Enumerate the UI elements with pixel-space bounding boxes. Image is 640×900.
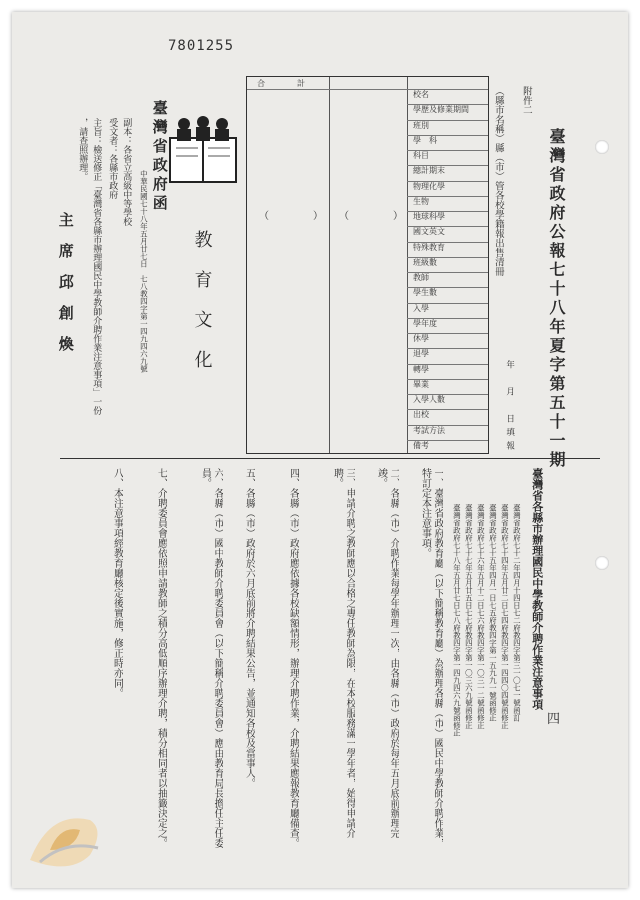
- form-field-label: 地球科學: [413, 212, 445, 221]
- book-readers-icon: [168, 114, 238, 186]
- form-attachment-label: 附件二: [520, 86, 532, 115]
- form-column-divider: [407, 77, 408, 453]
- punch-hole: [595, 556, 609, 570]
- form-field-label: 學年度: [413, 318, 437, 328]
- recipients-line: 副本：各省立高級中等學校: [121, 118, 132, 226]
- notes-item: 六、各縣（市）國中教師介聘委員會（以下簡稱介聘委員會）應由教育局長擔任主任委員。: [199, 468, 223, 848]
- notes-item: 七、介聘委員會應依照申請教師之積分高低順序辦理介聘，積分相同者以抽籤決定之。: [155, 468, 167, 848]
- form-title: （縣市名稱）縣（市）管各校學籍報出售清冊: [492, 86, 504, 276]
- form-col-header: 合: [257, 79, 265, 88]
- notes-item: 三、申請介聘之教師應以合格之專任教師為限，在本校服務滿一學年者，始得申請介聘。: [331, 468, 355, 838]
- notes-reference: 臺灣省政府七十八年五月廿七日七八府教四字第一四九四六九號函修正: [452, 504, 462, 737]
- paren-mark: （: [339, 211, 349, 222]
- form-field-label: 退學: [413, 349, 429, 359]
- paren-mark: ）: [393, 211, 403, 222]
- form-field-label: 國文英文: [413, 227, 445, 237]
- notes-reference: 臺灣省政府七十二年四月十四日七二府教四字第三一〇七一號函訂: [512, 504, 522, 722]
- form-field-label: 學歷及修業期間: [413, 105, 469, 115]
- notes-title: 臺灣省各縣市辦理國民中學教師介聘作業注意事項: [530, 468, 544, 710]
- notes-item: 一、臺灣省政府教育廳（以下簡稱教育廳）為辦理各縣（市）國民中學教師介聘作業，特訂定本注意事項。: [419, 468, 443, 848]
- form-field-label: 考試方法: [413, 425, 445, 435]
- archive-watermark-logo: [20, 800, 110, 880]
- form-field-label: 休學: [413, 334, 429, 343]
- subject-continuation: ，請查照辦理。: [77, 118, 88, 181]
- enrollment-form-table: [246, 76, 489, 454]
- form-field-label: 轉學: [413, 364, 429, 374]
- notes-reference: 臺灣省政府七十五年四月一日七五府教四字第一五九九一號函修正: [488, 504, 498, 722]
- section-title: 教育文化: [191, 230, 213, 390]
- form-field-label: 特殊教育: [413, 242, 445, 252]
- page-number: 四: [547, 712, 561, 727]
- form-field-label: 校名: [413, 90, 429, 99]
- form-field-label: 教師: [413, 273, 429, 282]
- form-col-header: 計: [297, 79, 305, 88]
- form-date-line: 年 月 日填報: [504, 360, 515, 455]
- notes-item: 四、各縣（市）政府應依據各校缺額情形，辦理介聘作業，介聘結果應報教育廳備查。: [287, 468, 299, 848]
- notes-reference: 臺灣省政府七十六年五月十二日七六府教四字第一〇三一二號函修正: [476, 504, 486, 729]
- notes-item: 五、各縣（市）政府於六月底前將介聘結果公告，並通知各校及當事人。: [243, 468, 255, 788]
- form-field-label: 備考: [413, 440, 429, 450]
- punch-hole: [595, 140, 609, 154]
- document-date-reference: 中華民國七十八年五月廿七日 七八教四字第一四九四六九號: [139, 170, 149, 373]
- notes-reference: 臺灣省政府七十七年五月廿五日七七府教四字第一〇三六九號函修正: [464, 504, 474, 729]
- paren-mark: （: [259, 211, 269, 222]
- form-field-label: 出校: [413, 410, 429, 420]
- form-field-label: 科目: [413, 151, 429, 160]
- chairman-signature: 主席邱創煥: [56, 212, 75, 367]
- notes-reference: 臺灣省政府七十四年五月廿二日七四府教四字第一四四〇四號函修正: [500, 504, 510, 729]
- notes-item: 八、本注意事項經教育廳核定後實施，修正時亦同。: [111, 468, 123, 698]
- form-field-label: 畢業: [413, 379, 429, 389]
- form-field-label: 生物: [413, 196, 429, 206]
- paren-mark: ）: [313, 211, 323, 222]
- serial-number: 7801255: [168, 38, 235, 54]
- form-field-label: 學 科: [413, 135, 437, 145]
- gazette-header: 臺灣省政府公報七十八年夏字第五十一期: [547, 128, 566, 470]
- form-field-label: 學生數: [413, 288, 437, 298]
- form-field-label: 班別: [413, 120, 429, 130]
- subject-line: 主旨：檢送修正「臺灣省各縣市辦理國民中學教師介聘作業注意事項」一份: [91, 118, 102, 415]
- form-field-label: 班級數: [413, 257, 437, 267]
- notes-item: 二、各縣（市）介聘作業每學年辦理一次，由各縣（市）政府於每年五月底前辦理完竣。: [375, 468, 399, 838]
- form-column-divider: [329, 77, 330, 453]
- form-field-label: 入學: [413, 303, 429, 313]
- recipients-line: 受文者：各縣市政府: [107, 118, 118, 199]
- form-field-label: 總計期末: [413, 166, 445, 176]
- section-divider: [60, 458, 600, 459]
- issuer-title: 臺灣省政府函: [150, 100, 169, 214]
- form-field-label: 物理化學: [413, 181, 445, 191]
- form-field-label: 入學人數: [413, 395, 445, 404]
